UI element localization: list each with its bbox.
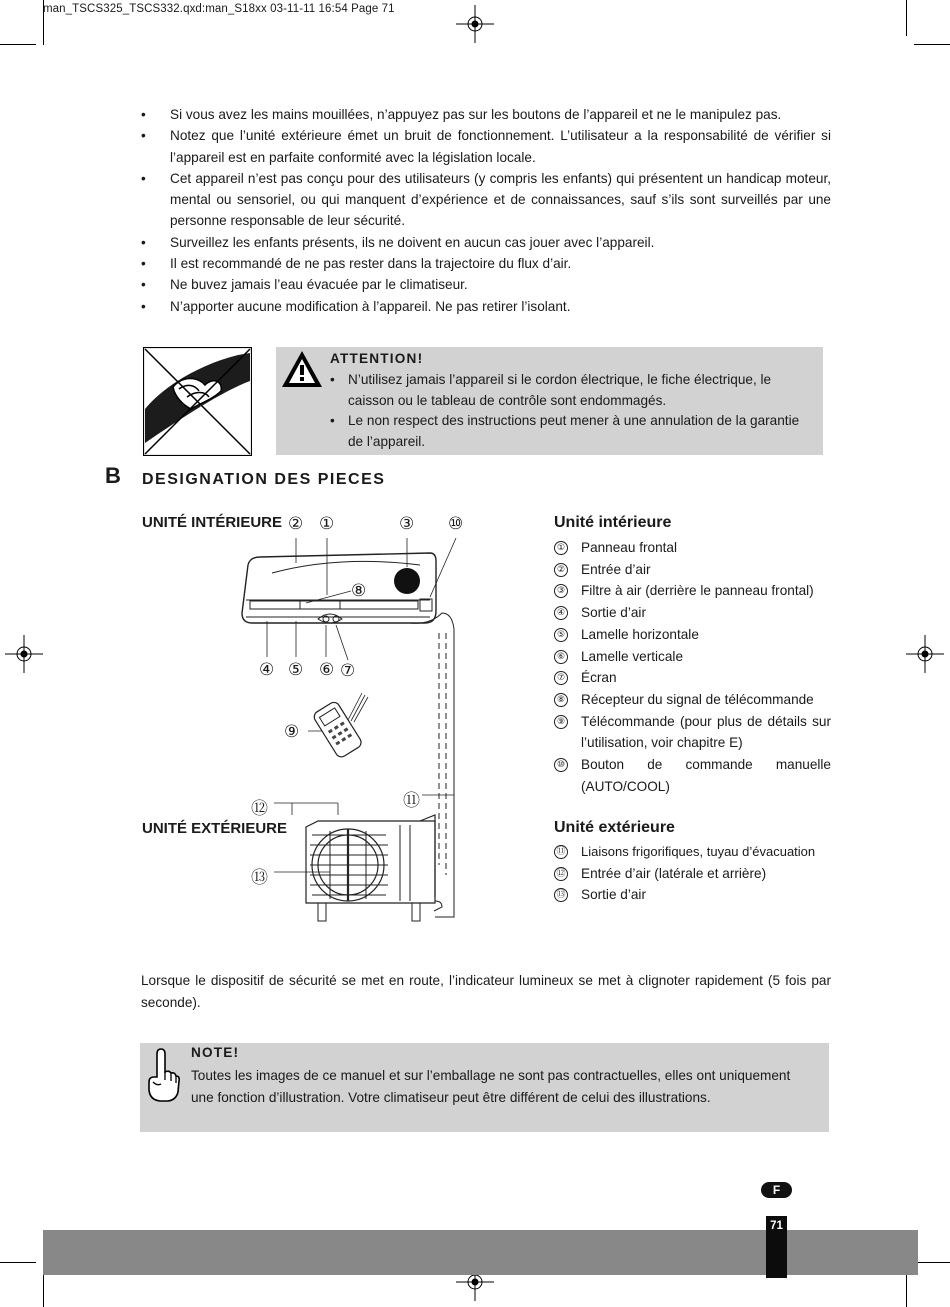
- warning-triangle-icon: [280, 349, 324, 389]
- list-item: [554, 646, 831, 668]
- crop-mark: [914, 44, 950, 45]
- callout-9: ⑨: [284, 722, 300, 742]
- part-label: Lamelle horizontale: [581, 626, 699, 642]
- attention-list: [330, 370, 810, 453]
- part-label: Entrée d’air (latérale et arrière): [581, 865, 767, 881]
- list-item: • Cet appareil n’est pas conçu pour des utilisateurs (y compris les enfants) qui présentent un handicap moteur, mental ou sensoriel, ou qui manquent d’expérience et de connaissances, sauf s’ils sont surveillés par une personne responsable de leur sécurité.: [141, 168, 831, 232]
- list-item: • Ne buvez jamais l’eau évacuée par le climatiseur.: [141, 274, 831, 295]
- part-number: ③: [554, 584, 568, 598]
- crop-mark: [914, 1262, 950, 1263]
- part-number: ④: [554, 606, 568, 620]
- part-label: Liaisons frigorifiques, tuyau d’évacuation: [581, 844, 816, 859]
- part-number: ⑥: [554, 650, 568, 664]
- callout-8: ⑧: [351, 581, 367, 601]
- list-item: • Le non respect des instructions peut mener à une annulation de la garantie de l’appareil.: [330, 411, 810, 452]
- section-title: DESIGNATION DES PIECES: [142, 471, 386, 488]
- part-label: Écran: [581, 670, 617, 686]
- callout-13: ⑬: [251, 868, 268, 888]
- callout-3: ③: [399, 514, 415, 534]
- part-label: Entrée d’air: [581, 561, 651, 577]
- part-label: Récepteur du signal de télécommande: [581, 691, 814, 707]
- callout-10: ⑩: [448, 514, 464, 534]
- part-label: Filtre à air (derrière le panneau frontal): [581, 583, 814, 599]
- outdoor-parts-heading: Unité extérieure: [554, 819, 675, 836]
- list-item: [554, 711, 831, 754]
- part-number: ⑦: [554, 671, 568, 685]
- crop-mark: [43, 1272, 44, 1307]
- indoor-parts-list: [554, 537, 831, 797]
- list-item: [554, 841, 831, 863]
- part-number: ②: [554, 563, 568, 577]
- registration-mark-icon: [5, 635, 43, 673]
- registration-mark-icon: [456, 5, 494, 43]
- attention-box: [276, 347, 823, 455]
- list-item: [554, 667, 831, 689]
- part-number: ⑩: [554, 758, 568, 772]
- no-wet-hands-icon: [143, 347, 252, 456]
- outdoor-parts-list: [554, 841, 831, 906]
- callout-5: ⑤: [288, 660, 304, 680]
- indoor-unit-label: UNITÉ INTÉRIEURE: [142, 514, 283, 531]
- part-label: Télécommande (pour plus de détails sur l’utilisation, voir chapitre E): [581, 713, 831, 751]
- part-number: ①: [554, 541, 568, 555]
- language-badge: F: [761, 1182, 792, 1198]
- list-item: [554, 624, 831, 646]
- note-text: Toutes les images de ce manuel et sur l’emballage ne sont pas contractuelles, elles ont uniquement une fonction d’illustration. Votre climatiseur peut être différent de celui des illustrations.: [191, 1068, 791, 1105]
- list-item: • N’apporter aucune modification à l’appareil. Ne pas retirer l’isolant.: [141, 296, 831, 317]
- crop-mark: [906, 0, 907, 36]
- part-number: ⑫: [554, 867, 568, 881]
- part-label: Sortie d’air: [581, 605, 646, 621]
- list-item: • Si vous avez les mains mouillées, n’appuyez pas sur les boutons de l’appareil et ne le manipulez pas.: [141, 104, 831, 125]
- callout-1: ①: [319, 514, 335, 534]
- part-number: ⑨: [554, 715, 568, 729]
- list-item: [554, 884, 831, 906]
- list-item: [554, 689, 831, 711]
- list-item: [554, 580, 831, 602]
- part-number: ⑤: [554, 628, 568, 642]
- outdoor-unit-label: UNITÉ EXTÉRIEURE: [142, 820, 288, 837]
- part-number: ⑪: [554, 845, 568, 859]
- list-item: • N’utilisez jamais l’appareil si le cordon électrique, le fiche électrique, le caisson ou le tableau de contrôle sont endommagés.: [330, 370, 810, 411]
- list-item: [554, 559, 831, 581]
- part-label: Lamelle verticale: [581, 648, 683, 664]
- safety-bullet-list: [141, 104, 831, 317]
- callout-12: ⑫: [251, 799, 268, 819]
- indoor-parts-heading: Unité intérieure: [554, 514, 672, 531]
- callout-11: ⑪: [403, 791, 420, 811]
- note-title: NOTE!: [191, 1045, 240, 1060]
- list-item: [554, 863, 831, 885]
- list-item: [554, 754, 831, 797]
- air-conditioner-diagram: [230, 525, 480, 930]
- attention-title: ATTENTION!: [330, 351, 424, 366]
- callout-4: ④: [259, 660, 275, 680]
- section-letter: B: [105, 463, 121, 488]
- part-label: Bouton de commande manuelle (AUTO/COOL): [581, 757, 831, 794]
- crop-mark: [906, 1272, 907, 1307]
- part-number: ⑬: [554, 888, 568, 902]
- pointing-hand-icon: [144, 1046, 182, 1104]
- callout-7: ⑦: [340, 661, 356, 681]
- crop-mark: [0, 44, 36, 45]
- crop-mark: [0, 1262, 36, 1263]
- part-label: Sortie d’air: [581, 887, 646, 903]
- list-item: [554, 602, 831, 624]
- list-item: • Il est recommandé de ne pas rester dans la trajectoire du flux d’air.: [141, 253, 831, 274]
- page-number: 71: [766, 1216, 787, 1278]
- registration-mark-icon: [906, 635, 944, 673]
- part-label: Panneau frontal: [581, 540, 677, 555]
- part-number: ⑧: [554, 693, 568, 707]
- callout-2: ②: [288, 514, 304, 534]
- callout-6: ⑥: [319, 660, 335, 680]
- note-box: [140, 1043, 829, 1132]
- print-slug-header: man_TSCS325_TSCS332.qxd:man_S18xx 03-11-11 16:54 Page 71: [43, 3, 395, 15]
- list-item: • Surveillez les enfants présents, ils ne doivent en aucun cas jouer avec l’appareil.: [141, 232, 831, 253]
- safety-indicator-paragraph: Lorsque le dispositif de sécurité se met en route, l’indicateur lumineux se met à clignoter rapidement (5 fois par seconde).: [141, 973, 831, 1010]
- list-item: [554, 537, 831, 559]
- list-item: • Notez que l’unité extérieure émet un bruit de fonctionnement. L’utilisateur a la responsabilité de vérifier si l’appareil est en parfaite conformité avec la législation locale.: [141, 125, 831, 168]
